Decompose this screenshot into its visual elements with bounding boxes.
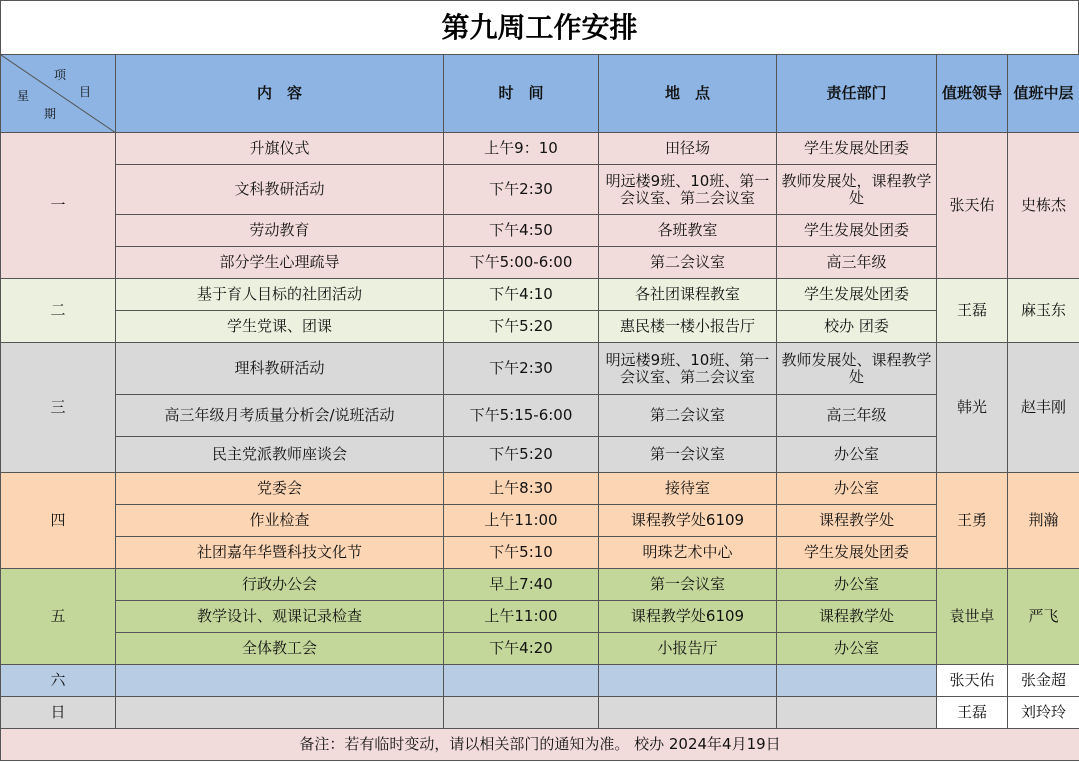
content-cell: 文科教研活动 [116,165,444,215]
corner-label-xiang: 项 [54,68,67,82]
day-cell: 五 [1,569,116,665]
content-cell: 教学设计、观课记录检查 [116,601,444,633]
place-cell: 课程教学处6109 [599,505,777,537]
dept-cell: 课程教学处 [777,505,937,537]
time-cell: 下午5:15-6:00 [444,395,599,437]
table-row [1,665,1079,697]
table-row [1,133,1079,165]
place-cell: 各班教室 [599,215,777,247]
day-cell: 二 [1,279,116,343]
place-cell: 课程教学处6109 [599,601,777,633]
dept-cell: 校办 团委 [777,311,937,343]
content-cell: 理科教研活动 [116,343,444,395]
header-place: 地 点 [599,55,777,133]
table-row [1,279,1079,311]
header-middle: 值班中层 [1008,55,1079,133]
content-cell: 社团嘉年华暨科技文化节 [116,537,444,569]
table-row [1,537,1079,569]
table-row [1,473,1079,505]
time-cell: 上午9：10 [444,133,599,165]
middle-cell: 张金超 [1008,665,1079,697]
time-cell [444,665,599,697]
day-cell: 四 [1,473,116,569]
leader-cell: 张天佑 [937,133,1008,279]
day-cell: 六 [1,665,116,697]
place-cell: 接待室 [599,473,777,505]
place-cell: 明远楼9班、10班、第一会议室、第二会议室 [599,165,777,215]
middle-cell: 荆瀚 [1008,473,1079,569]
table-row [1,437,1079,473]
table-row [1,601,1079,633]
dept-cell: 学生发展处团委 [777,537,937,569]
day-cell: 三 [1,343,116,473]
dept-cell: 教师发展处，课程教学处 [777,165,937,215]
dept-cell: 高三年级 [777,247,937,279]
table-row [1,215,1079,247]
header-content: 内 容 [116,55,444,133]
leader-cell: 王勇 [937,473,1008,569]
content-cell: 基于育人目标的社团活动 [116,279,444,311]
place-cell [599,697,777,729]
table-row [1,505,1079,537]
time-cell: 下午4:20 [444,633,599,665]
leader-cell: 袁世卓 [937,569,1008,665]
table-row [1,165,1079,215]
time-cell: 下午4:10 [444,279,599,311]
corner-label-xing: 星 [17,89,30,103]
dept-cell: 学生发展处团委 [777,133,937,165]
time-cell: 上午11:00 [444,505,599,537]
dept-cell: 教师发展处、课程教学处 [777,343,937,395]
content-cell: 升旗仪式 [116,133,444,165]
time-cell: 下午2:30 [444,343,599,395]
dept-cell: 高三年级 [777,395,937,437]
content-cell: 党委会 [116,473,444,505]
content-cell [116,665,444,697]
note-text: 备注：若有临时变动，请以相关部门的通知为准。 校办 2024年4月19日 [1,729,1079,761]
content-cell: 民主党派教师座谈会 [116,437,444,473]
corner-label-qi: 期 [44,107,57,121]
corner-label-mu: 目 [79,85,92,99]
place-cell: 第二会议室 [599,395,777,437]
table-row [1,247,1079,279]
content-cell: 全体教工会 [116,633,444,665]
leader-cell: 王磊 [937,697,1008,729]
time-cell [444,697,599,729]
note-row [1,729,1079,761]
table-row [1,343,1079,395]
page-title: 第九周工作安排 [0,0,1079,54]
dept-cell [777,697,937,729]
dept-cell: 办公室 [777,569,937,601]
content-cell [116,697,444,729]
table-row [1,633,1079,665]
content-cell: 高三年级月考质量分析会/说班活动 [116,395,444,437]
middle-cell: 刘玲玲 [1008,697,1079,729]
middle-cell: 麻玉东 [1008,279,1079,343]
dept-cell: 学生发展处团委 [777,215,937,247]
time-cell: 下午2:30 [444,165,599,215]
place-cell: 小报告厅 [599,633,777,665]
dept-cell: 课程教学处 [777,601,937,633]
place-cell: 各社团课程教室 [599,279,777,311]
place-cell: 惠民楼一楼小报告厅 [599,311,777,343]
table-row [1,697,1079,729]
dept-cell: 办公室 [777,437,937,473]
day-cell: 日 [1,697,116,729]
leader-cell: 张天佑 [937,665,1008,697]
time-cell: 下午5:00-6:00 [444,247,599,279]
time-cell: 下午5:20 [444,311,599,343]
content-cell: 部分学生心理疏导 [116,247,444,279]
place-cell: 明珠艺术中心 [599,537,777,569]
dept-cell [777,665,937,697]
leader-cell: 韩光 [937,343,1008,473]
time-cell: 下午5:20 [444,437,599,473]
table-row [1,395,1079,437]
header-row [1,55,1079,133]
schedule-table [0,54,1079,761]
dept-cell: 学生发展处团委 [777,279,937,311]
header-leader: 值班领导 [937,55,1008,133]
content-cell: 行政办公会 [116,569,444,601]
place-cell: 第一会议室 [599,569,777,601]
table-row [1,569,1079,601]
leader-cell: 王磊 [937,279,1008,343]
time-cell: 上午11:00 [444,601,599,633]
header-dept: 责任部门 [777,55,937,133]
content-cell: 学生党课、团课 [116,311,444,343]
content-cell: 劳动教育 [116,215,444,247]
dept-cell: 办公室 [777,633,937,665]
time-cell: 上午8:30 [444,473,599,505]
time-cell: 下午5:10 [444,537,599,569]
day-cell: 一 [1,133,116,279]
content-cell: 作业检查 [116,505,444,537]
middle-cell: 严飞 [1008,569,1079,665]
place-cell [599,665,777,697]
place-cell: 明远楼9班、10班、第一会议室、第二会议室 [599,343,777,395]
place-cell: 田径场 [599,133,777,165]
dept-cell: 办公室 [777,473,937,505]
middle-cell: 赵丰刚 [1008,343,1079,473]
time-cell: 早上7:40 [444,569,599,601]
middle-cell: 史栋杰 [1008,133,1079,279]
header-time: 时 间 [444,55,599,133]
time-cell: 下午4:50 [444,215,599,247]
place-cell: 第二会议室 [599,247,777,279]
place-cell: 第一会议室 [599,437,777,473]
corner-header [1,55,116,133]
table-row [1,311,1079,343]
